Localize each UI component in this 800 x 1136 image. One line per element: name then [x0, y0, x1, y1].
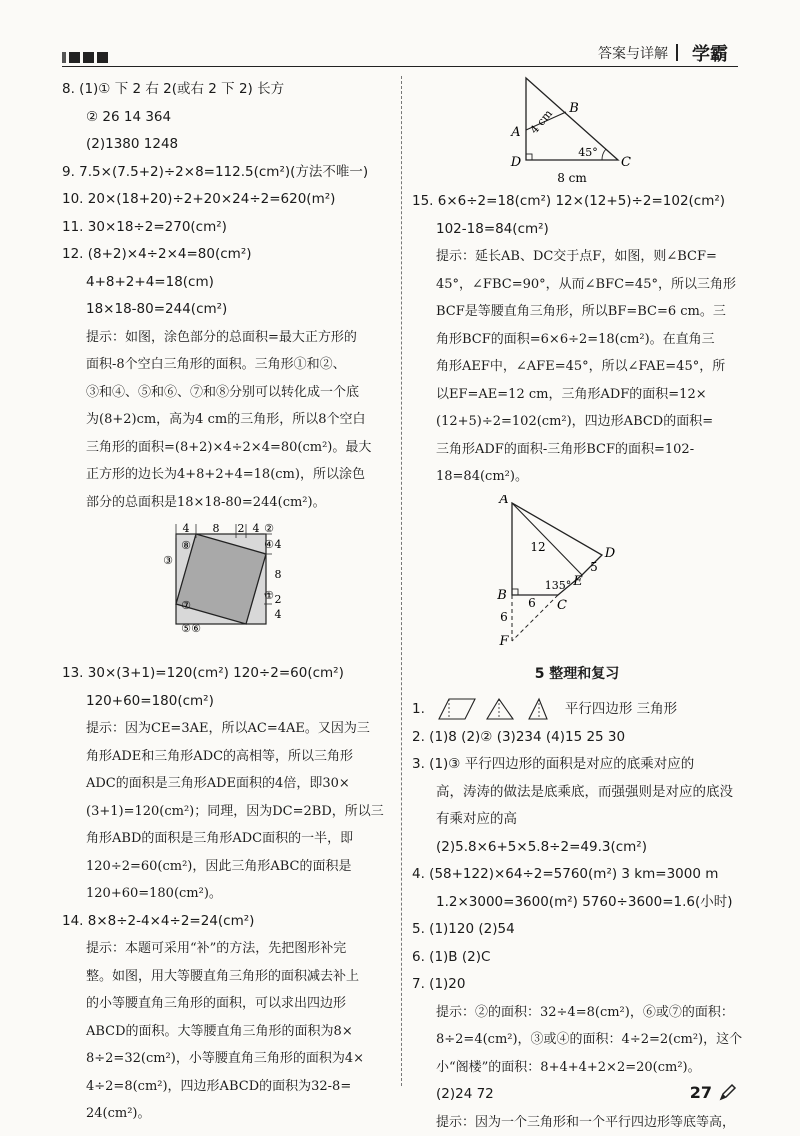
hint-line: 以EF=AE=12 cm，三角形ADF的面积=12× — [412, 381, 742, 409]
header-brand: 学霸 — [692, 40, 728, 66]
right-column — [412, 76, 742, 1136]
hint-line: BCF是等腰直角三角形，所以BF=BC=6 cm。三 — [412, 298, 742, 326]
hint-line: 8÷2=32(cm²)，小等腰直角三角形的面积为4× — [62, 1045, 390, 1073]
hint-line: 提示：延长AB、DC交于点F，如图，则∠BCF= — [412, 243, 742, 271]
hint-line: 小“阁楼”的面积：8+4+4+2×2=20(cm²)。 — [412, 1054, 742, 1082]
answer-line: 2. (1)8 (2)② (3)234 (4)15 25 30 — [412, 724, 742, 752]
hint-line: 120÷2=60(cm²)，因此三角形ABC的面积是 — [62, 853, 390, 881]
region-number-label: ⑦ — [181, 599, 191, 612]
base-length-label: 8 cm — [557, 171, 587, 185]
length-label-6-horizontal: 6 — [528, 596, 536, 610]
hint-line: 提示：因为一个三角形和一个平行四边形等底等高， — [412, 1109, 742, 1136]
section-title: 5 整理和复习 — [412, 661, 742, 689]
hint-line: 120+60=180(cm²)。 — [62, 880, 390, 908]
region-number-label: ⑥ — [191, 622, 201, 635]
hint-line: 三角形的面积=(8+2)×4÷2×4=80(cm²)。最大 — [62, 434, 390, 462]
angle-label: 45° — [578, 146, 598, 159]
answer-line: (2)24 72 — [412, 1081, 742, 1109]
region-number-label: ④ — [264, 538, 274, 551]
hint-line: 45°，∠FBC=90°，从而∠BFC=45°，所以三角形 — [412, 271, 742, 299]
hint-line: 面积-8个空白三角形的面积。三角形①和②、 — [62, 351, 390, 379]
page-number: 27 — [690, 1083, 712, 1102]
answer-line: ② 26 14 364 — [62, 104, 390, 132]
answer-line: 18×18-80=244(cm²) — [62, 296, 390, 324]
header-marks — [62, 48, 111, 67]
hint-line: 的小等腰直角三角形的面积，可以求出四边形 — [62, 990, 390, 1018]
hint-line: 提示：因为CE=3AE，所以AC=4AE。又因为三 — [62, 715, 390, 743]
square-diagram — [158, 522, 308, 652]
answer-line: 1.2×3000=3600(m²) 5760÷3600=1.6(小时) — [412, 889, 742, 917]
hint-line: (3+1)=120(cm²)；同理，因为DC=2BD，所以三 — [62, 798, 390, 826]
answer-line: 7. (1)20 — [412, 971, 742, 999]
top-dimension-label: 4 — [253, 522, 260, 535]
point-label-b: B — [496, 588, 507, 603]
angle-label: 135° — [545, 579, 572, 592]
hint-line: 18=84(cm²)。 — [412, 463, 742, 491]
hint-line: ③和④、⑤和⑥、⑦和⑧分别可以转化成一个底 — [62, 379, 390, 407]
quadrilateral-extension-diagram — [482, 495, 642, 655]
header-title: 答案与详解 — [598, 43, 668, 63]
point-label-c: C — [621, 155, 631, 170]
point-label-d: D — [510, 155, 522, 170]
right-dimension-label: 8 — [275, 568, 282, 581]
answer-line: 12. (8+2)×4÷2×4=80(cm²) — [62, 241, 390, 269]
hint-line: ABCD的面积。大等腰直角三角形的面积为8× — [62, 1018, 390, 1046]
hint-line: 正方形的边长为4+8+2+4=18(cm)，所以涂色 — [62, 461, 390, 489]
right-dimension-label: 4 — [275, 608, 282, 621]
figure-square — [158, 522, 390, 654]
answer-line: 11. 30×18÷2=270(cm²) — [62, 214, 390, 242]
right-dimension-label: 2 — [275, 593, 282, 606]
hint-line: 为(8+2)cm，高为4 cm的三角形，所以8个空白 — [62, 406, 390, 434]
answer-line: 3. (1)③ 平行四边形的面积是对应的底乘对应的 — [412, 751, 742, 779]
column-divider — [401, 76, 402, 1086]
hint-line: 三角形ADF的面积-三角形BCF的面积=102- — [412, 436, 742, 464]
shape-names: 平行四边形 三角形 — [565, 701, 677, 717]
item-number: 1. — [412, 701, 425, 717]
answer-line: 有乘对应的高 — [412, 806, 742, 834]
answer-line-shapes — [412, 696, 742, 724]
answer-line: 102-18=84(cm²) — [412, 216, 742, 244]
point-label-d: D — [604, 546, 616, 561]
hint-line: (12+5)÷2=102(cm²)，四边形ABCD的面积= — [412, 408, 742, 436]
header-separator — [676, 44, 678, 61]
answer-line: 15. 6×6÷2=18(cm²) 12×(12+5)÷2=102(cm²) — [412, 188, 742, 216]
figure-triangle-2 — [482, 495, 742, 651]
answer-line: 9. 7.5×(7.5+2)÷2×8=112.5(cm²)(方法不唯一) — [62, 159, 390, 187]
right-triangle-diagram — [488, 72, 648, 187]
length-label-12: 12 — [530, 540, 545, 554]
page-header — [62, 40, 738, 67]
hint-line: 角形AEF中，∠AFE=45°，所以∠FAE=45°，所 — [412, 353, 742, 381]
answer-line: (2)1380 1248 — [62, 131, 390, 159]
answer-line: 4. (58+122)×64÷2=5760(m²) 3 km=3000 m — [412, 861, 742, 889]
hint-line: 8÷2=4(cm²)，③或④的面积：4÷2=2(cm²)，这个 — [412, 1026, 742, 1054]
top-dimension-label: 8 — [213, 522, 220, 535]
region-number-label: ③ — [163, 554, 173, 567]
hint-line: ADC的面积是三角形ADE面积的4倍，即30× — [62, 770, 390, 798]
hint-line: 角形ABD的面积是三角形ADC面积的一半，即 — [62, 825, 390, 853]
hint-line: 整。如图，用大等腰直角三角形的面积减去补上 — [62, 963, 390, 991]
hint-line: 提示：②的面积：32÷4=8(cm²)，⑥或⑦的面积： — [412, 999, 742, 1027]
point-label-b: B — [568, 101, 579, 116]
hint-line: 24(cm²)。 — [62, 1100, 390, 1128]
right-dimension-label: 4 — [275, 538, 282, 551]
hint-line: 角形ADE和三角形ADC的高相等，所以三角形 — [62, 743, 390, 771]
top-dimension-label: 2 — [238, 522, 245, 535]
figure-triangle-1 — [488, 72, 742, 186]
answer-line: 8. (1)① 下 2 右 2(或右 2 下 2) 长方 — [62, 76, 390, 104]
point-label-a: A — [498, 495, 508, 507]
answer-line: 120+60=180(cm²) — [62, 688, 390, 716]
answer-line: 13. 30×(3+1)=120(cm²) 120÷2=60(cm²) — [62, 660, 390, 688]
answer-line: 14. 8×8÷2-4×4÷2=24(cm²) — [62, 908, 390, 936]
length-label-5: 5 — [590, 560, 598, 574]
hint-line: 4÷2=8(cm²)，四边形ABCD的面积为32-8= — [62, 1073, 390, 1101]
point-label-e: E — [572, 574, 583, 589]
region-number-label: ⑤ — [181, 622, 191, 635]
left-column — [62, 76, 390, 1128]
hint-line: 角形BCF的面积=6×6÷2=18(cm²)。在直角三 — [412, 326, 742, 354]
answer-line: 5. (1)120 (2)54 — [412, 916, 742, 944]
answer-line: 4+8+2+4=18(cm) — [62, 269, 390, 297]
point-label-f: F — [498, 634, 509, 649]
region-number-label: ② — [264, 522, 274, 535]
answer-line: (2)5.8×6+5×5.8÷2=49.3(cm²) — [412, 834, 742, 862]
answer-line: 10. 20×(18+20)÷2+20×24÷2=620(m²) — [62, 186, 390, 214]
point-label-c: C — [557, 598, 567, 613]
hint-line: 提示：如图，涂色部分的总面积=最大正方形的 — [62, 324, 390, 352]
length-label-6-vertical: 6 — [500, 610, 508, 624]
side-length-label: 4 cm — [528, 107, 556, 137]
shape-icons — [435, 696, 555, 722]
answer-line: 6. (1)B (2)C — [412, 944, 742, 972]
region-number-label: ⑧ — [181, 539, 191, 552]
point-label-a: A — [510, 125, 520, 140]
answer-line: 高，涛涛的做法是底乘底，而强强则是对应的底没 — [412, 779, 742, 807]
top-dimension-label: 4 — [183, 522, 190, 535]
hint-line: 部分的总面积是18×18-80=244(cm²)。 — [62, 489, 390, 517]
hint-line: 提示：本题可采用“补”的方法，先把图形补完 — [62, 935, 390, 963]
pencil-icon — [718, 1082, 738, 1102]
region-number-label: ① — [264, 589, 274, 602]
